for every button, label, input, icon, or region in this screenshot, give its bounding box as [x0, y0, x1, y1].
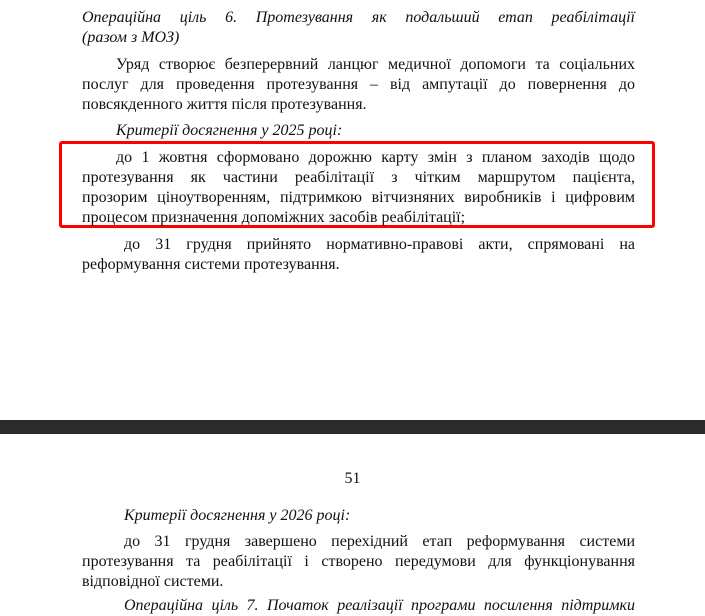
highlighted-line: процесом призначення допоміжних засобів реабілітації;: [82, 209, 466, 226]
document-page-bottom: [0, 434, 705, 614]
goal-heading: Операційна ціль 6. Протезування як подальший етап реабілітації: [82, 9, 635, 26]
goal-heading-partner: (разом з МОЗ): [82, 29, 180, 46]
paragraph-line: реформування системи протезування.: [82, 256, 340, 273]
highlighted-line: до 1 жовтня сформовано дорожню карту змін з планом заходів щодо: [116, 149, 635, 166]
paragraph-line: повсякденного життя після протезування.: [82, 96, 367, 113]
paragraph-line: до 31 грудня прийнято нормативно-правові акти, спрямовані на: [124, 236, 635, 253]
paragraph-line: до 31 грудня завершено перехідний етап реформування системи: [124, 533, 635, 550]
highlighted-line: прозорим ціноутворенням, підтримкою вітчизняних виробників і цифровим: [82, 189, 635, 206]
criteria-heading-2025: Критерії досягнення у 2025 році:: [116, 122, 343, 139]
paragraph-line: Уряд створює безперервний ланцюг медичної допомоги та соціальних: [116, 56, 635, 73]
highlighted-line: протезування як частини реабілітації з чітким маршрутом пацієнта,: [82, 169, 635, 186]
paragraph-line: відповідної системи.: [82, 573, 224, 590]
paragraph-line: протезування та реабілітації і створено передумови для функціонування: [82, 553, 635, 570]
goal-heading-next: Операційна ціль 7. Початок реалізації програми посилення підтримки: [124, 597, 635, 614]
page-number: 51: [344, 470, 361, 487]
page-separator: [0, 420, 705, 434]
paragraph-line: послуг для проведення протезування – від ампутації до повернення до: [82, 76, 635, 93]
criteria-heading-2026: Критерії досягнення у 2026 році:: [124, 507, 351, 524]
